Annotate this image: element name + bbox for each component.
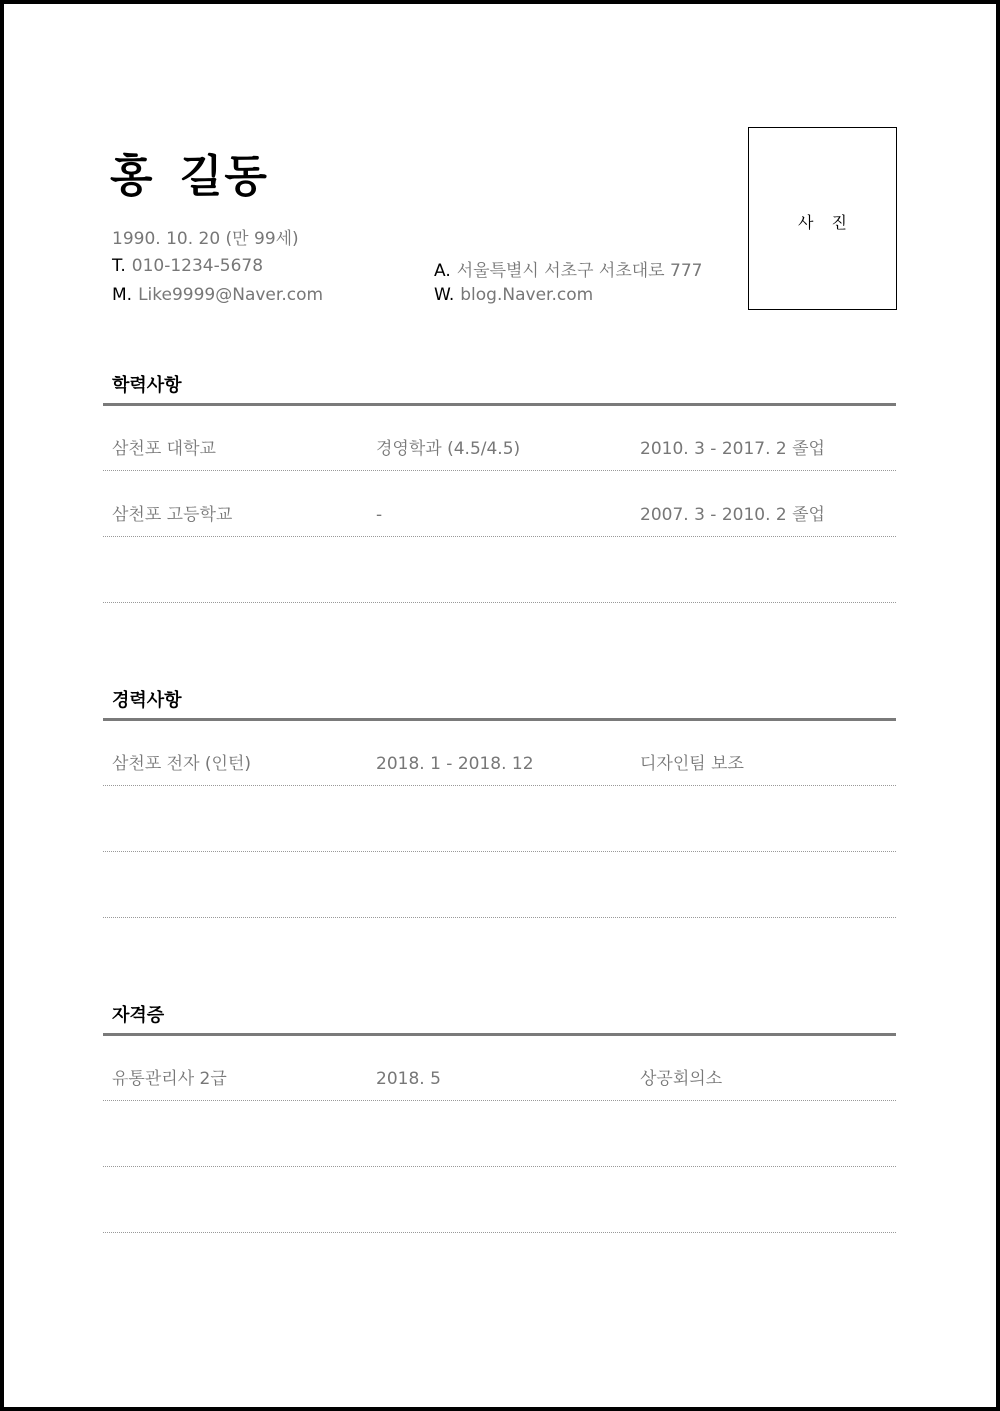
certificate-row [103, 1035, 896, 1101]
mail-line [112, 285, 323, 305]
career-row [103, 852, 896, 918]
photo-box [748, 127, 897, 310]
education-period: 2007. 3 - 2010. 2 졸업 [640, 505, 825, 525]
education-school: 삼천포 고등학교 [112, 505, 233, 525]
certificate-issuer: 상공회의소 [640, 1069, 723, 1089]
education-row [103, 405, 896, 471]
career-row [103, 720, 896, 786]
name-heading: 홍 길동 [110, 151, 269, 202]
phone-label: T. [112, 256, 126, 276]
photo-label: 사진 [798, 213, 865, 232]
education-major: - [376, 505, 383, 525]
mail-value: Like9999@Naver.com [138, 285, 324, 305]
certificate-name: 유통관리사 2급 [112, 1069, 227, 1089]
education-row [103, 537, 896, 603]
certificate-row [103, 1101, 896, 1167]
education-period: 2010. 3 - 2017. 2 졸업 [640, 439, 825, 459]
phone-value: 010-1234-5678 [131, 256, 264, 276]
certificate-date: 2018. 5 [376, 1069, 441, 1089]
phone-line [112, 256, 263, 276]
birth-date: 1990. 10. 20 (만 99세) [112, 229, 299, 249]
education-row [103, 471, 896, 537]
education-school: 삼천포 대학교 [112, 439, 216, 459]
career-role: 디자인팀 보조 [640, 754, 744, 774]
web-value: blog.Naver.com [460, 285, 594, 305]
career-row [103, 786, 896, 852]
career-company: 삼천포 전자 (인턴) [112, 754, 252, 774]
certificate-row [103, 1167, 896, 1233]
education-title: 학력사항 [112, 375, 182, 396]
career-title: 경력사항 [112, 690, 182, 711]
address-label: A. [434, 261, 451, 281]
web-line [434, 285, 593, 305]
address-line [434, 256, 702, 281]
address-value: 서울특별시 서초구 서초대로 777 [456, 261, 703, 281]
certificates-title: 자격증 [112, 1005, 165, 1026]
education-major: 경영학과 (4.5/4.5) [376, 439, 521, 459]
mail-label: M. [112, 285, 133, 305]
web-label: W. [434, 285, 455, 305]
career-period: 2018. 1 - 2018. 12 [376, 754, 534, 774]
